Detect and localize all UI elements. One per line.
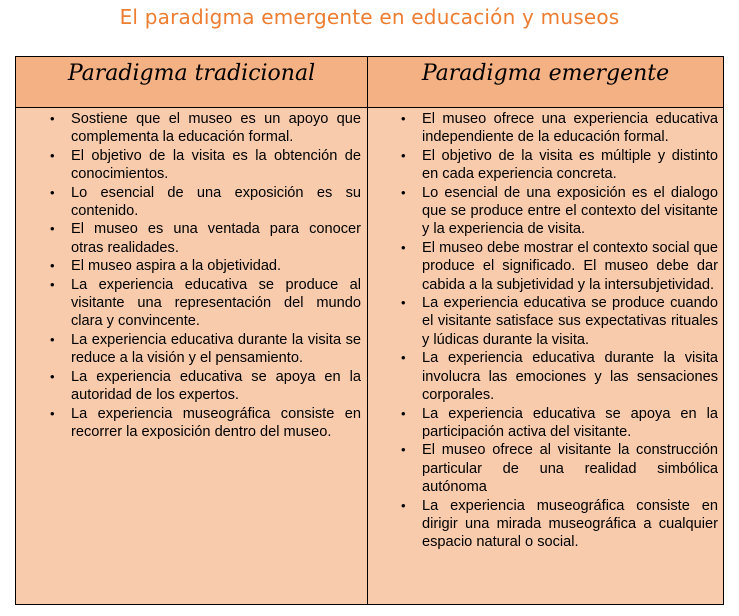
- list-item: • El objetivo de la visita es múltiple y distinto en cada experiencia concreta.: [422, 147, 718, 184]
- traditional-cell: [16, 108, 368, 605]
- list-item: • La experiencia educativa durante la visita involucra las emociones y las sensaciones corporales.: [422, 349, 718, 404]
- header-emergent: Paradigma emergente: [368, 57, 724, 108]
- list-item: • El museo ofrece una experiencia educativa independiente de la educación formal.: [422, 110, 718, 147]
- traditional-list: [16, 108, 367, 441]
- list-item: • El museo es una ventada para conocer otras realidades.: [71, 220, 361, 257]
- list-item: • Lo esencial de una exposición es el dialogo que se produce entre el contexto del visitante y la experiencia de visita.: [422, 184, 718, 239]
- list-item: • El museo debe mostrar el contexto social que produce el significado. El museo debe dar cabida a la subjetividad y la intersubjetividad.: [422, 239, 718, 294]
- list-item: • La experiencia educativa durante la visita se reduce a la visión y el pensamiento.: [71, 331, 361, 368]
- list-item: • El museo aspira a la objetividad.: [71, 257, 361, 275]
- list-item: • Lo esencial de una exposición es su contenido.: [71, 184, 361, 221]
- list-item: • Sostiene que el museo es un apoyo que complementa la educación formal.: [71, 110, 361, 147]
- comparison-table: [15, 56, 724, 605]
- table-row: [16, 108, 724, 605]
- table-header-row: [16, 57, 724, 108]
- list-item: • La experiencia educativa se apoya en la participación activa del visitante.: [422, 405, 718, 442]
- list-item: • La experiencia educativa se apoya en la autoridad de los expertos.: [71, 368, 361, 405]
- list-item: • El objetivo de la visita es la obtención de conocimientos.: [71, 147, 361, 184]
- list-item: • La experiencia museográfica consiste en dirigir una mirada museográfica a cualquier espacio natural o social.: [422, 497, 718, 552]
- header-traditional: Paradigma tradicional: [16, 57, 368, 108]
- page-title: El paradigma emergente en educación y museos: [119, 5, 620, 29]
- list-item: • La experiencia museográfica consiste en recorrer la exposición dentro del museo.: [71, 405, 361, 442]
- list-item: • La experiencia educativa se produce cuando el visitante satisface sus expectativas rituales y lúdicas durante la visita.: [422, 294, 718, 349]
- list-item: • El museo ofrece al visitante la construcción particular de una realidad simbólica autónoma: [422, 441, 718, 496]
- list-item: • La experiencia educativa se produce al visitante una representación del mundo clara y convincente.: [71, 276, 361, 331]
- emergent-cell: [368, 108, 724, 605]
- emergent-list: [368, 108, 723, 552]
